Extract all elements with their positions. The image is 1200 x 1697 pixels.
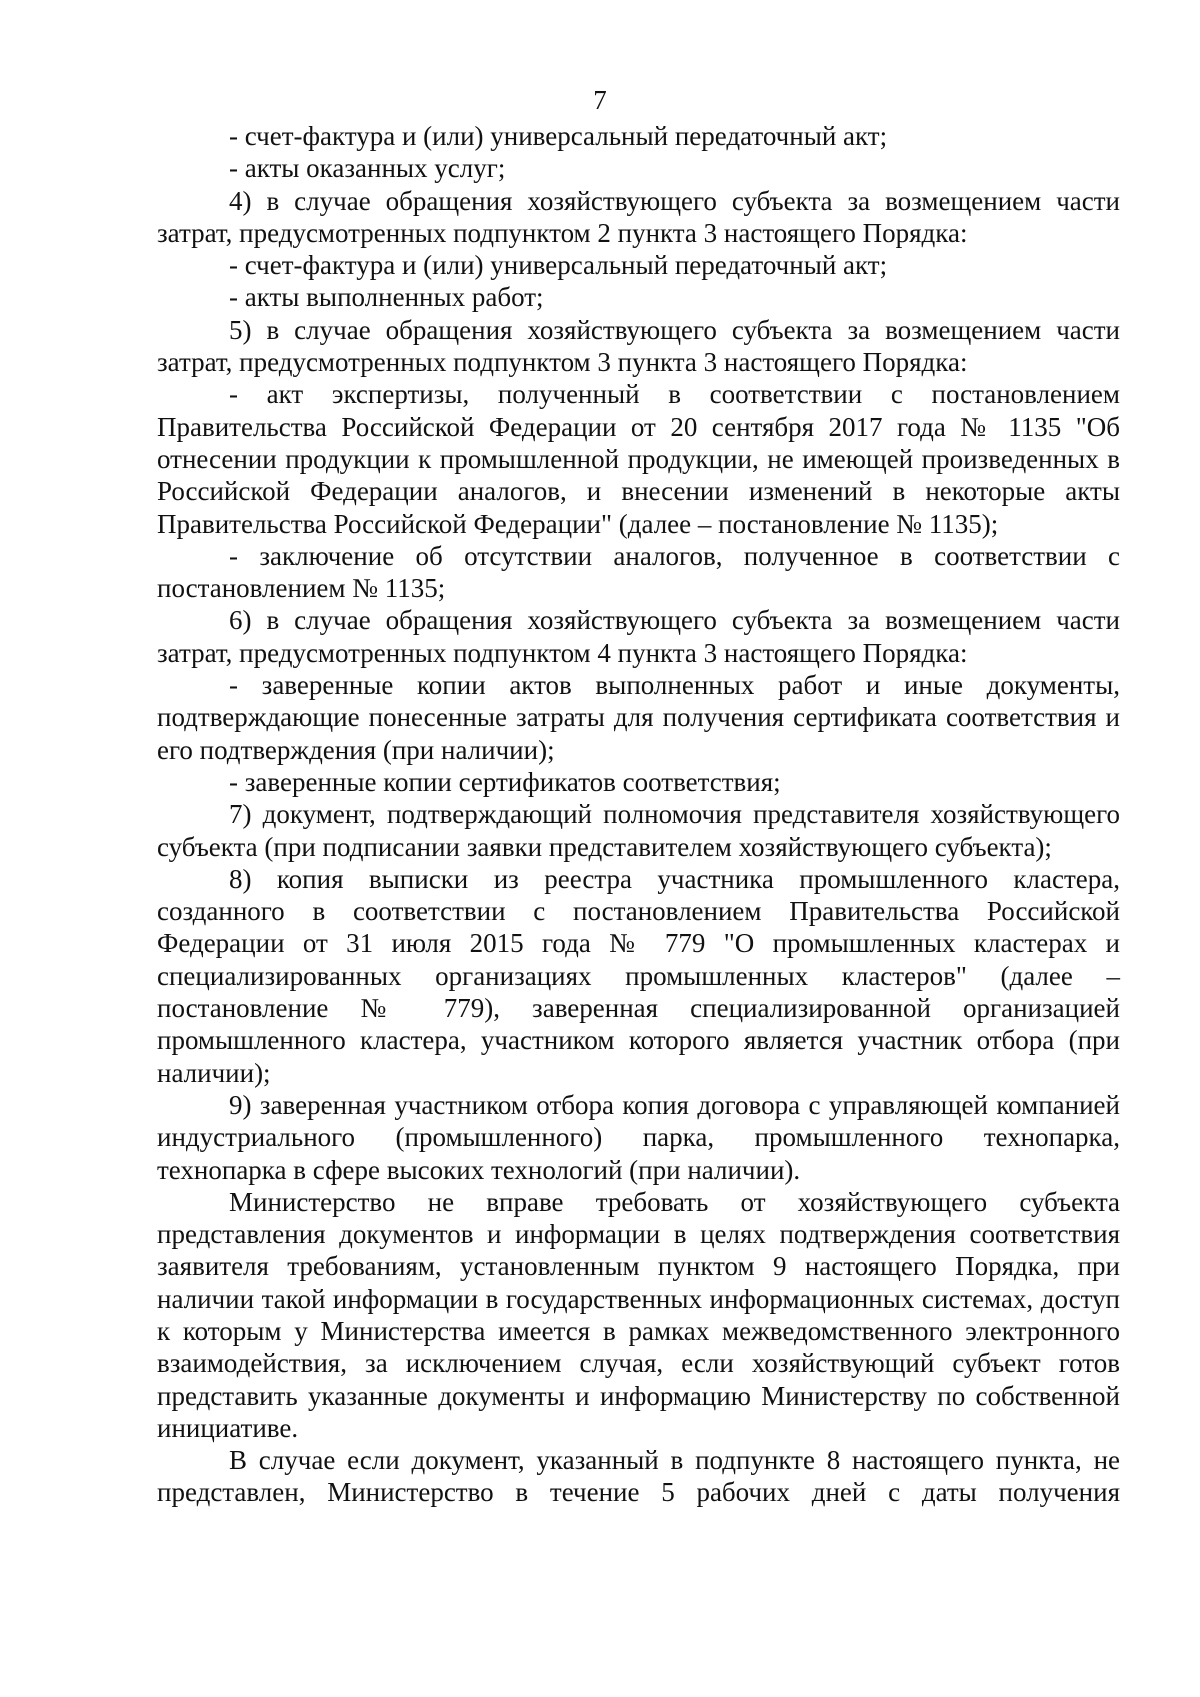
list-item: - заверенные копии актов выполненных работ и иные документы, подтверждающие понесенные затраты для получения сертификата соответствия и его подтверждения (при наличии); <box>157 670 1120 765</box>
subpoint-7: 7) документ, подтверждающий полномочия представителя хозяйствующего субъекта (при подписании заявки представителем хозяйствующего субъекта); <box>157 799 1120 862</box>
list-item: - заключение об отсутствии аналогов, полученное в соответствии с постановлением № 1135; <box>157 540 1120 604</box>
list-item: - счет-фактура и (или) универсальный передаточный акт; <box>229 121 888 151</box>
paragraph: В случае если документ, указанный в подпункте 8 настоящего пункта, не представлен, Министерство в течение 5 рабочих дней с даты получения <box>157 1445 1120 1508</box>
subpoint-9: 9) заверенная участником отбора копия договора с управляющей компанией индустриального (промышленного) парка, промышленного технопарка, технопарка в сфере высоких технологий (при наличии). <box>157 1089 1120 1185</box>
subpoint-6: 6) в случае обращения хозяйствующего субъекта за возмещением части затрат, предусмотренных подпунктом 4 пункта 3 настоящего Порядка: <box>157 605 1120 668</box>
page-number: 7 <box>593 85 607 115</box>
subpoint-8: 8) копия выписки из реестра участника промышленного кластера, созданного в соответствии с постановлением Правительства Российской Федерации от 31 июля 2015 года № 779 "О промышленных кластерах и специализированных организациях промышленных кластеров" (далее – постановление № 779), заверенная специализированной организацией промышленного кластера, участником которого является участник отбора (при наличии); <box>157 863 1120 1088</box>
document-body <box>157 120 1120 1509</box>
list-item: - акты выполненных работ; <box>229 282 544 313</box>
list-item: - акты оказанных услуг; <box>229 153 506 184</box>
list-item: - акт экспертизы, полученный в соответствии с постановлением Правительства Российской Федерации от 20 сентября 2017 года № 1135 "Об отнесении продукции к промышленной продукции, не имеющей произведенных в Российской Федерации аналогов, и внесении изменений в некоторые акты Правительства Российской Федерации" (далее – постановление № 1135); <box>157 379 1120 539</box>
subpoint-4: 4) в случае обращения хозяйствующего субъекта за возмещением части затрат, предусмотренных подпунктом 2 пункта 3 настоящего Порядка: <box>157 185 1120 248</box>
list-item: - заверенные копии сертификатов соответствия; <box>229 766 781 797</box>
list-item: - счет-фактура и (или) универсальный передаточный акт; <box>229 250 888 281</box>
subpoint-5: 5) в случае обращения хозяйствующего субъекта за возмещением части затрат, предусмотренных подпунктом 3 пункта 3 настоящего Порядка: <box>157 314 1120 378</box>
paragraph: Министерство не вправе требовать от хозяйствующего субъекта представления документов и информации в целях подтверждения соответствия заявителя требованиям, установленным пунктом 9 настоящего Порядка, при наличии такой информации в государственных информационных системах, доступ к которым у Министерства имеется в рамках межведомственного электронного взаимодействия, за исключением случая, если хозяйствующий субъект готов представить указанные документы и информацию Министерству по собственной инициативе. <box>157 1186 1120 1443</box>
